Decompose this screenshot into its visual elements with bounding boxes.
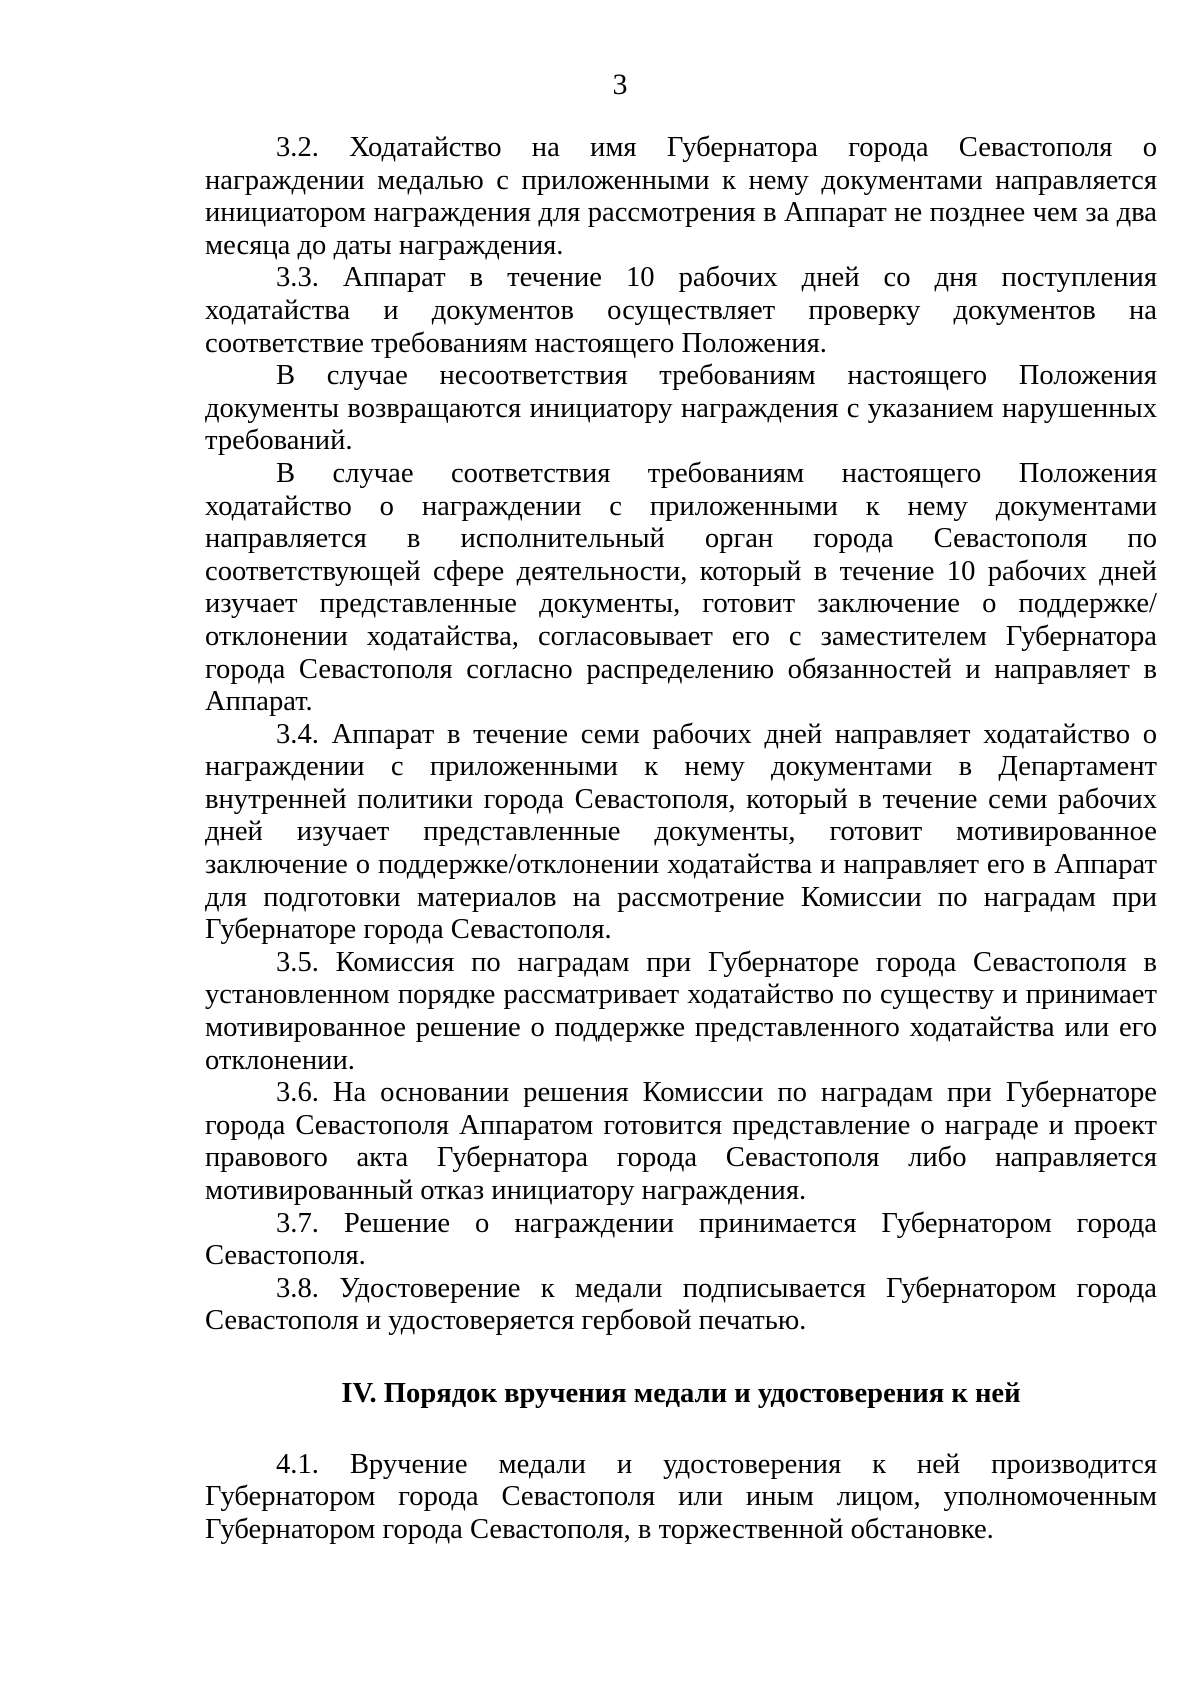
section-heading-iv: IV. Порядок вручения медали и удостоверения к ней [341,1377,1021,1409]
paragraph-3-7: 3.7. Решение о награждении принимается Губернатором города Севастополя. [205,1207,1157,1272]
paragraph-3-8: 3.8. Удостоверение к медали подписывается Губернатором города Севастополя и удостоверяется гербовой печатью. [205,1272,1157,1337]
paragraph-3-6: 3.6. На основании решения Комиссии по наградам при Губернаторе города Севастополя Аппаратом готовится представление о награде и проект правового акта Губернатора города Севастополя либо направляется мотивированный отказ инициатору награждения. [205,1077,1157,1206]
paragraph-3-3-noncompliance: В случае несоответствия требованиям настоящего Положения документы возвращаются инициатору награждения с указанием нарушенных требований. [205,360,1157,457]
paragraph-4-1: 4.1. Вручение медали и удостоверения к ней производится Губернатором города Севастополя или иным лицом, уполномоченным Губернатором города Севастополя, в торжественной обстановке. [205,1448,1157,1545]
paragraph-3-3-compliance: В случае соответствия требованиям настоящего Положения ходатайство о награждении с приложенными к нему документами направляется в исполнительный орган города Севастополя по соответствующей сфере деятельности, который в течение 10 рабочих дней изучает представленные документы, готовит заключение о поддержке/отклонении ходатайства, согласовывает его с заместителем Губернатора города Севастополя согласно распределению обязанностей и направляет в Аппарат. [205,457,1157,718]
page-number: 3 [612,68,628,101]
document-body [205,132,1157,1546]
paragraph-3-5: 3.5. Комиссия по наградам при Губернаторе города Севастополя в установленном порядке рассматривает ходатайство по существу и принимает мотивированное решение о поддержке представленного ходатайства или его отклонении. [205,946,1157,1076]
paragraph-3-4: 3.4. Аппарат в течение семи рабочих дней направляет ходатайство о награждении с приложенными к нему документами в Департамент внутренней политики города Севастополя, который в течение семи рабочих дней изучает представленные документы, готовит мотивированное заключение о поддержке/отклонении ходатайства и направляет его в Аппарат для подготовки материалов на рассмотрение Комиссии по наградам при Губернаторе города Севастополя. [205,718,1157,946]
paragraph-3-3: 3.3. Аппарат в течение 10 рабочих дней со дня поступления ходатайства и документов осуществляет проверку документов на соответствие требованиям настоящего Положения. [205,262,1157,359]
paragraph-3-2: 3.2. Ходатайство на имя Губернатора города Севастополя о награждении медалью с приложенными к нему документами направляется инициатором награждения для рассмотрения в Аппарат не позднее чем за два месяца до даты награждения. [205,132,1157,261]
